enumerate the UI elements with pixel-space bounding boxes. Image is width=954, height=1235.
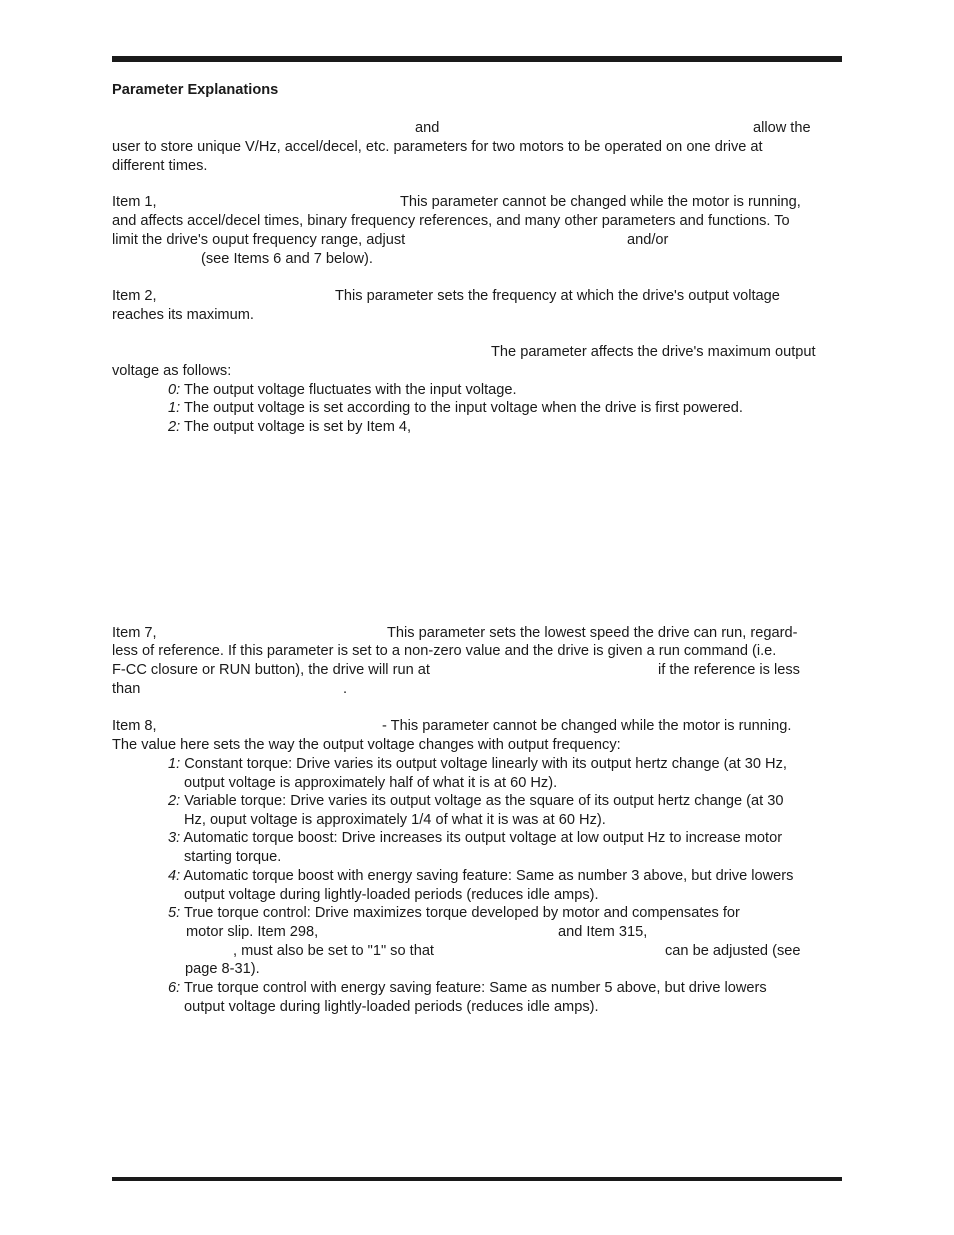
item8-option-5-cont-3: page 8-31). <box>185 961 260 977</box>
option-number: 1: <box>168 400 181 416</box>
item8-option-1 <box>168 755 787 774</box>
item7-lead: Item 7, <box>112 625 157 641</box>
option-number: 3: <box>168 830 181 846</box>
option-text: True torque control: Drive maximizes torque developed by motor and compensates for <box>180 905 740 921</box>
option-text: The output voltage fluctuates with the input voltage. <box>180 382 517 398</box>
item8-option-3-cont: starting torque. <box>184 849 282 865</box>
item8-option-6-cont: output voltage during lightly-loaded periods (reduces idle amps). <box>184 999 599 1015</box>
item2-tail: This parameter sets the frequency at which the drive's output voltage <box>335 288 780 304</box>
bottom-rule <box>112 1177 842 1181</box>
option-text: Constant torque: Drive varies its output voltage linearly with its output hertz change (at 30 Hz, <box>180 756 787 772</box>
top-rule <box>112 56 842 62</box>
item1-line-3b: and/or <box>627 232 669 248</box>
item2-lead: Item 2, <box>112 288 157 304</box>
item8-tail: - This parameter cannot be changed while the motor is running. <box>382 718 792 734</box>
item3-line-2: voltage as follows: <box>112 363 232 379</box>
option-number: 0: <box>168 382 181 398</box>
item8-option-5-cont-2a: , must also be set to "1" so that <box>233 943 434 959</box>
item8-line-2: The value here sets the way the output voltage changes with output frequency: <box>112 737 621 753</box>
item1-line-3a: limit the drive's ouput frequency range, adjust <box>112 232 406 248</box>
intro-line-2: user to store unique V/Hz, accel/decel, etc. parameters for two motors to be operated on one drive at <box>112 139 763 155</box>
option-number: 4: <box>168 868 181 884</box>
item8-option-3 <box>168 829 782 848</box>
item8-option-5-cont-1b: and Item 315, <box>558 924 648 940</box>
intro-and: and <box>415 120 440 136</box>
item7-line-3a: F-CC closure or RUN button), the drive will run at <box>112 662 430 678</box>
intro-line-3: different times. <box>112 158 208 174</box>
option-text: Variable torque: Drive varies its output voltage as the square of its output hertz change (at 30 <box>180 793 784 809</box>
option-text: Automatic torque boost with energy saving feature: Same as number 3 above, but drive lowers <box>180 868 794 884</box>
item8-option-6 <box>168 979 767 998</box>
intro-allow-the: allow the <box>753 120 811 136</box>
item7-line-4b: . <box>343 681 348 697</box>
option-number: 1: <box>168 756 181 772</box>
item7-line-4a: than <box>112 681 141 697</box>
item7-line-3b: if the reference is less <box>658 662 800 678</box>
item8-lead: Item 8, <box>112 718 157 734</box>
item1-line-4: (see Items 6 and 7 below). <box>201 251 373 267</box>
item1-line-2: and affects accel/decel times, binary frequency references, and many other parameters and functions. To <box>112 213 790 229</box>
item8-option-5-cont-1a: motor slip. Item 298, <box>186 924 319 940</box>
item8-option-2-cont: Hz, ouput voltage is approximately 1/4 of what it is was at 60 Hz). <box>184 812 606 828</box>
item8-option-5-cont-2b: can be adjusted (see <box>665 943 801 959</box>
option-text: Automatic torque boost: Drive increases its output voltage at low output Hz to increase motor <box>180 830 783 846</box>
section-heading: Parameter Explanations <box>112 82 279 98</box>
item3-tail: The parameter affects the drive's maximum output <box>491 344 816 360</box>
item7-line-2: less of reference. If this parameter is set to a non-zero value and the drive is given a run command (i.e. <box>112 643 777 659</box>
item8-option-4 <box>168 867 793 886</box>
option-text: True torque control with energy saving feature: Same as number 5 above, but drive lowers <box>180 980 767 996</box>
item7-tail: This parameter sets the lowest speed the drive can run, regard- <box>387 625 798 641</box>
item3-option-0 <box>168 381 517 400</box>
item8-option-2 <box>168 792 783 811</box>
option-text: The output voltage is set by Item 4, <box>180 419 412 435</box>
item8-option-5 <box>168 904 740 923</box>
option-number: 5: <box>168 905 181 921</box>
option-number: 2: <box>168 793 181 809</box>
item1-lead: Item 1, <box>112 194 157 210</box>
item1-tail: This parameter cannot be changed while the motor is running, <box>400 194 801 210</box>
option-text: The output voltage is set according to the input voltage when the drive is first powered. <box>180 400 743 416</box>
option-number: 6: <box>168 980 181 996</box>
item2-line-2: reaches its maximum. <box>112 307 254 323</box>
item3-option-2 <box>168 418 411 437</box>
item3-option-1 <box>168 399 743 418</box>
item8-option-4-cont: output voltage during lightly-loaded periods (reduces idle amps). <box>184 887 599 903</box>
item8-option-1-cont: output voltage is approximately half of what it is at 60 Hz). <box>184 775 558 791</box>
option-number: 2: <box>168 419 181 435</box>
